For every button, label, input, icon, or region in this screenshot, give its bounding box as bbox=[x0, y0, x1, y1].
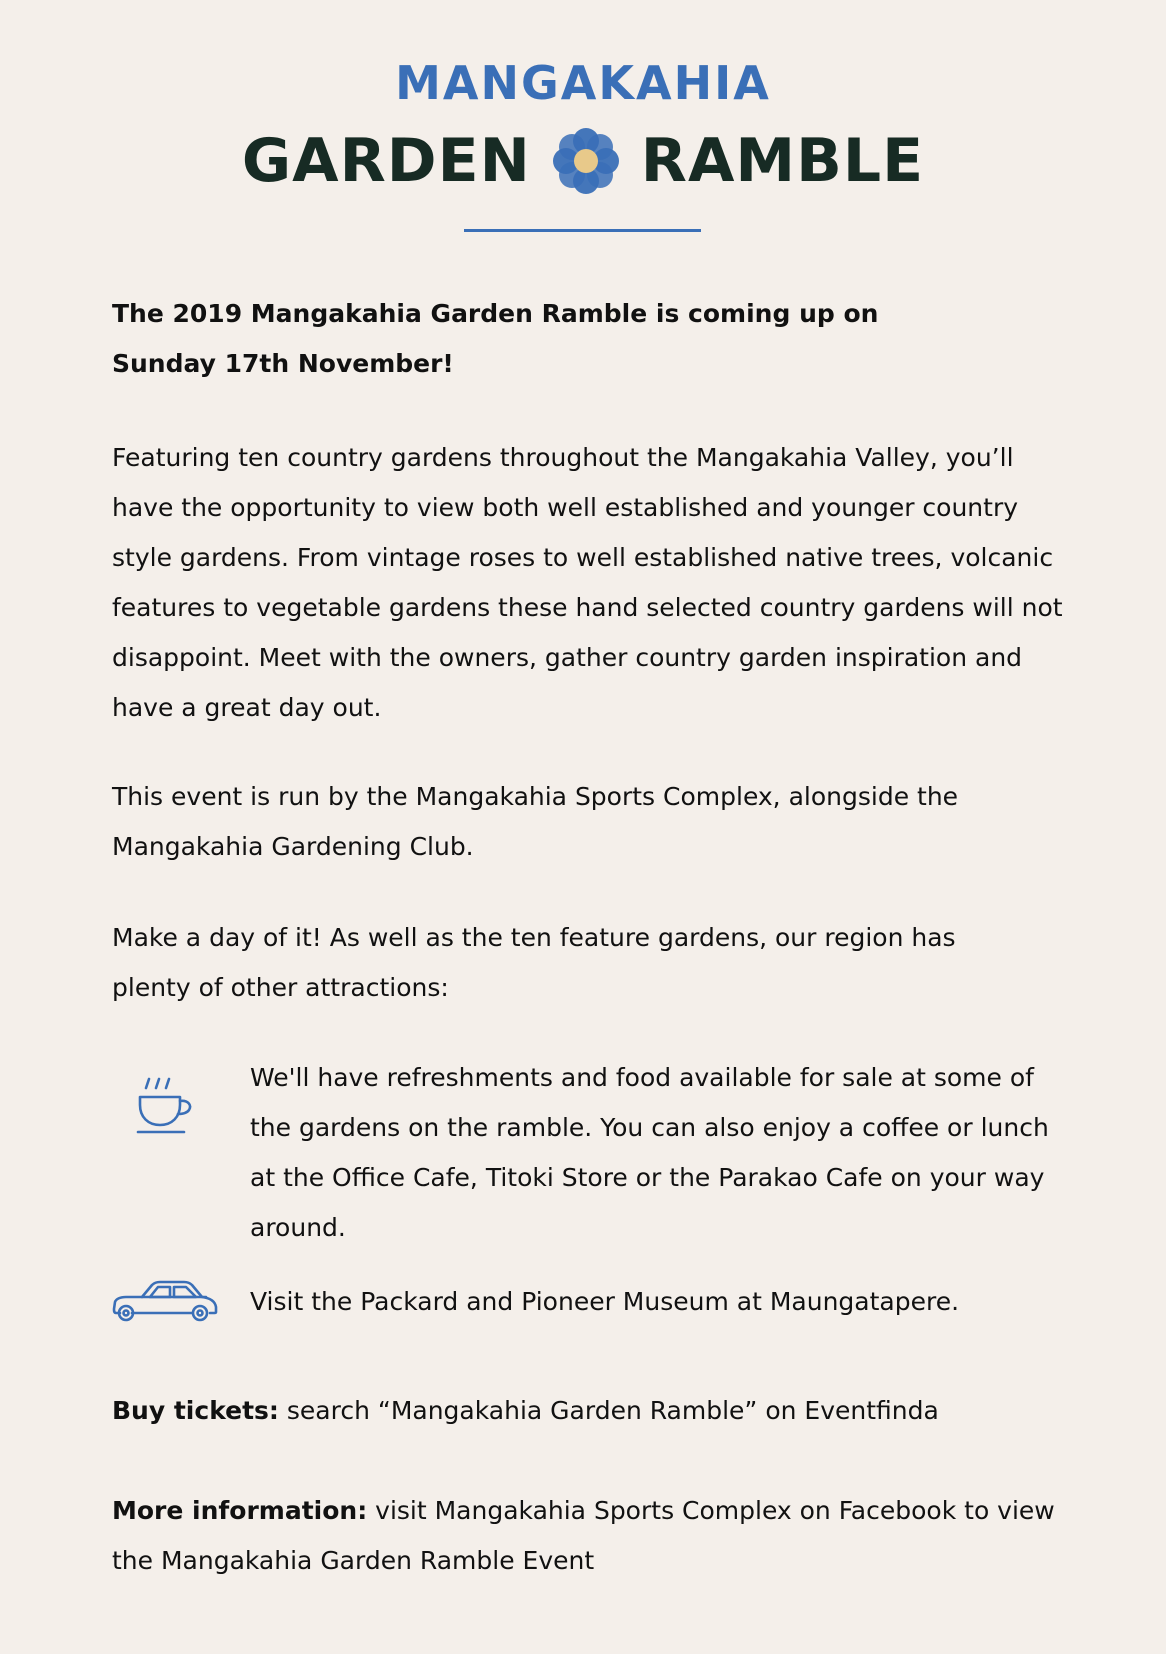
logo-right-word: RAMBLE bbox=[640, 126, 925, 196]
event-logo bbox=[0, 56, 1166, 198]
logo-bottom-row bbox=[0, 124, 1166, 198]
intro-heading: The 2019 Mangakahia Garden Ramble is coming up on Sunday 17th November! bbox=[112, 299, 879, 378]
more-information-label: More information: bbox=[112, 1496, 368, 1525]
feature-museum-text: Visit the Packard and Pioneer Museum at Maungatapere. bbox=[250, 1287, 960, 1316]
logo-top-word: MANGAKAHIA bbox=[395, 56, 771, 110]
buy-tickets bbox=[112, 1386, 1072, 1436]
buy-tickets-label: Buy tickets: bbox=[112, 1396, 279, 1425]
header-divider bbox=[464, 229, 701, 232]
more-information-text: visit Mangakahia Sports Complex on Facebook to view the Mangakahia Garden Ramble Event bbox=[112, 1496, 1055, 1575]
paragraph-attractions: Make a day of it! As well as the ten feature gardens, our region has plenty of other attractions: bbox=[112, 923, 956, 1002]
paragraph-description: Featuring ten country gardens throughout the Mangakahia Valley, you’ll have the opportunity to view both well established and younger country style gardens. From vintage roses to well established native trees, volcanic features to vegetable gardens these hand selected country gardens will not disappoint. Meet with the owners, gather country garden inspiration and have a great day out. bbox=[112, 443, 1063, 722]
coffee-cup-icon bbox=[136, 1075, 196, 1139]
more-information bbox=[112, 1486, 1072, 1586]
flower-icon bbox=[549, 124, 623, 198]
buy-tickets-text: search “Mangakahia Garden Ramble” on Eventfinda bbox=[278, 1396, 939, 1425]
vintage-car-icon bbox=[112, 1277, 218, 1327]
logo-left-word: GARDEN bbox=[241, 126, 531, 196]
feature-refreshments-text: We'll have refreshments and food available for sale at some of the gardens on the ramble. You can also enjoy a coffee or lunch at the Office Cafe, Titoki Store or the Parakao Cafe on your way around. bbox=[250, 1063, 1049, 1242]
paragraph-organisers: This event is run by the Mangakahia Sports Complex, alongside the Mangakahia Gardening Club. bbox=[112, 782, 959, 861]
